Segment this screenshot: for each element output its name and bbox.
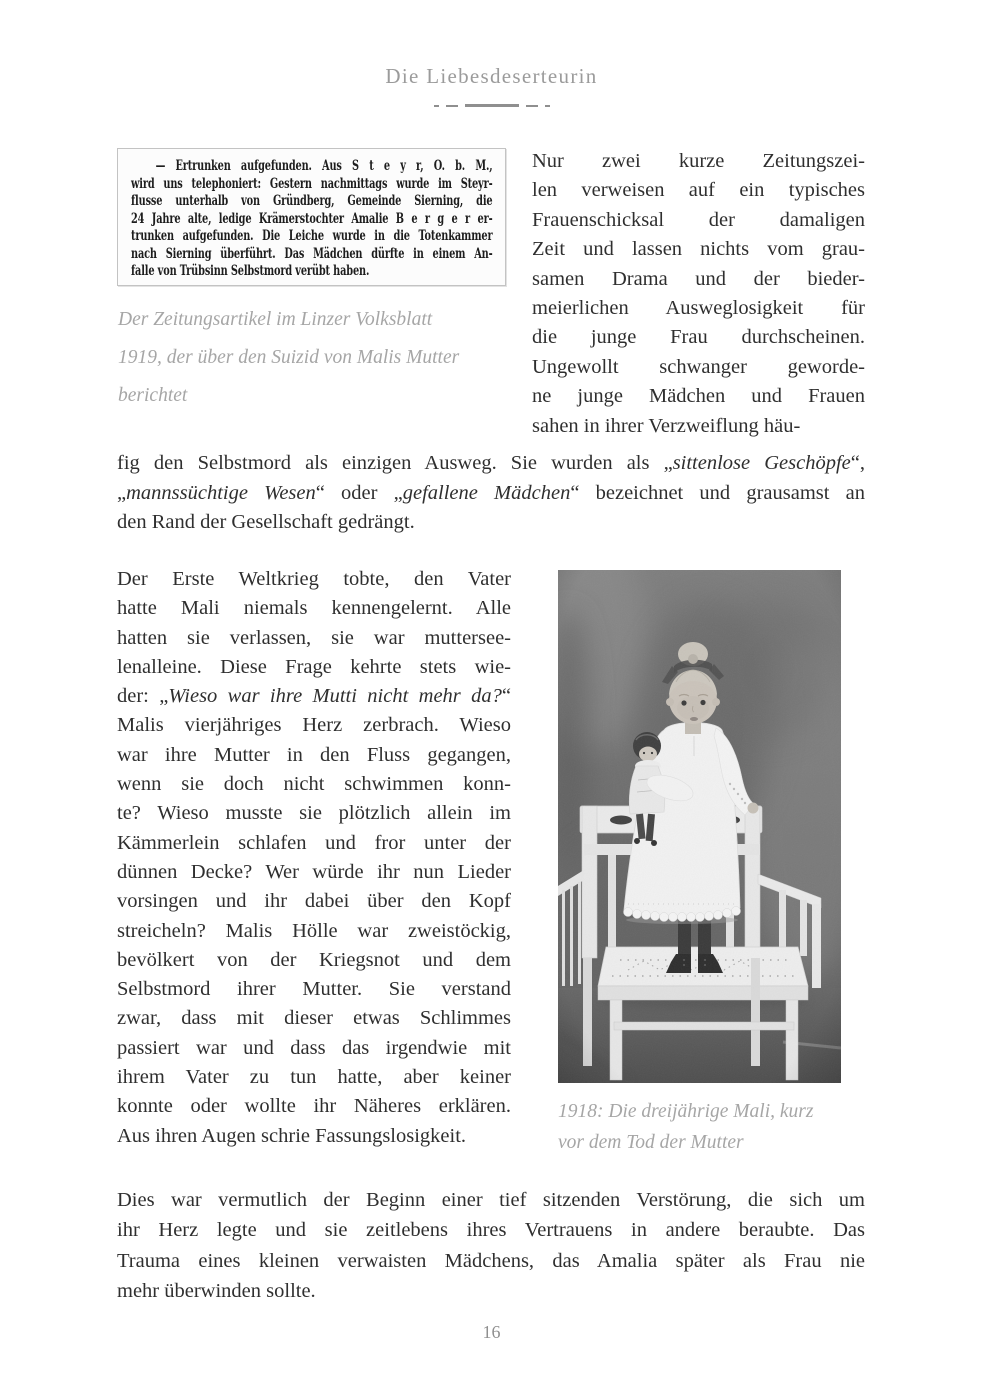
text-line: len verweisen auf ein typisches <box>532 179 865 202</box>
text-line: Zeit und lassen nichts vom grau- <box>532 238 865 261</box>
text-line: vorsingen und ihr dabei über den Kopf <box>117 890 511 913</box>
text-line: die junge Frau durchscheinen. <box>532 326 865 349</box>
text-line: den Rand der Gesellschaft gedrängt. <box>117 511 415 533</box>
text-line: sahen in ihrer Verzweiflung häu- <box>532 414 801 437</box>
text-line: vor dem Tod der Mutter <box>558 1132 744 1153</box>
text-line: wenn sie doch nicht schwimmen konn- <box>117 773 511 796</box>
story-paragraph-left-column <box>117 565 511 1151</box>
text-line: Trauma eines kleinen verwaisten Mädchens, das Amalia später als Frau nie <box>117 1249 865 1272</box>
text-line: — Ertrunken aufgefunden. Aus S t e y r, O. b. M., <box>155 158 493 174</box>
text-line: ne junge Mädchen und Frauen <box>532 385 865 408</box>
text-line: 1919, der über den Suizid von Malis Mutter <box>118 347 460 368</box>
text-line: te? Wieso musste sie plötzlich allein im <box>117 802 511 825</box>
newspaper-clipping-caption <box>118 301 518 415</box>
text-line: streicheln? Malis Hölle war zweistöckig, <box>117 919 511 942</box>
text-line: Nur zwei kurze Zeitungszei- <box>532 150 865 172</box>
intro-paragraph-continued <box>117 449 865 538</box>
text-line: hatte Mali niemals kennengelernt. Alle <box>117 597 511 620</box>
newspaper-clipping-figure <box>117 148 506 286</box>
text-line: Der Erste Weltkrieg tobte, den Vater <box>117 568 511 590</box>
ornament-dash <box>434 105 439 107</box>
text-line: berichtet <box>118 385 188 406</box>
text-line: nach Sierning überführt. Das Mädchen dürfte in einem An- <box>131 245 493 262</box>
text-line: „mannssüchtige Wesen“ oder „gefallene Mädchen“ bezeichnet und grausamst an <box>117 481 865 504</box>
text-line: samen Drama und der bieder- <box>532 267 865 290</box>
text-line: Dies war vermutlich der Beginn einer tief sitzenden Verstörung, die sich um <box>117 1189 865 1211</box>
text-line: 1918: Die dreijährige Mali, kurz <box>558 1101 814 1122</box>
text-line: Malis vierjähriges Herz zerbrach. Wieso <box>117 714 511 737</box>
intro-paragraph-right-column <box>532 147 865 441</box>
ornament-dash <box>526 105 538 107</box>
text-line: Kämmerlein schlafen und fror unter der <box>117 831 511 854</box>
text-line: 24 Jahre alte, ledige Krämerstochter Amalie B e r g e r er- <box>131 210 493 227</box>
newspaper-clipping-text <box>131 158 493 281</box>
text-line: lenalleine. Diese Frage kehrte stets wie- <box>117 655 511 678</box>
text-line: konnte oder wollte ihr Näheres erklären. <box>117 1095 511 1118</box>
text-line: dünnen Decke? Wer würde ihr nun Lieder <box>117 860 511 883</box>
text-line: passiert war und dass das irgendwie mit <box>117 1036 511 1059</box>
closing-paragraph <box>117 1185 865 1307</box>
text-line: ihrem Vater zu tun hatte, aber keiner <box>117 1066 511 1089</box>
text-line: Ungewollt schwanger geworde- <box>532 355 865 378</box>
text-line: flusse unterhalb von Gründberg, Gemeinde Sierning, die <box>131 193 493 209</box>
text-line: war ihre Mutter in den Fluss gegangen, <box>117 743 511 766</box>
text-line: fig den Selbstmord als einzigen Ausweg. Sie wurden als „sittenlose Geschöpfe“, <box>117 452 865 474</box>
text-line: Frauenschicksal der damaligen <box>532 208 865 231</box>
mali-photo-figure <box>558 570 841 1083</box>
page-header-title: Die Liebesdeserteurin <box>385 64 598 88</box>
text-line: zwar, dass mit dieser etwas Schlimmes <box>117 1007 511 1030</box>
text-line: meierlichen Ausweglosigkeit für <box>532 297 865 320</box>
text-line: Der Zeitungsartikel im Linzer Volksblatt <box>118 309 433 330</box>
photo-caption <box>558 1096 858 1158</box>
text-line: der: „Wieso war ihre Mutti nicht mehr da?“ <box>117 685 511 708</box>
text-line: hatten sie verlassen, sie war muttersee- <box>117 626 511 649</box>
ornament-dash <box>545 105 550 107</box>
text-line: bevölkert von der Kriegsnot und dem <box>117 948 511 971</box>
page-number: 16 <box>482 1322 501 1342</box>
text-line: Selbstmord ihrer Mutter. Sie verstand <box>117 978 511 1001</box>
text-line: ihr Herz legte und sie zeitlebens ihres Vertrauens in andere beraubte. Das <box>117 1219 865 1242</box>
header-ornament-rule <box>0 104 983 107</box>
text-line: trunken aufgefunden. Die Leiche wurde in die Totenkammer <box>131 228 493 244</box>
text-line: Aus ihren Augen schrie Fassungslosigkeit. <box>117 1124 467 1147</box>
mali-photo <box>558 570 841 1083</box>
text-line: wird uns telephoniert: Gestern nachmittags wurde im Steyr- <box>131 175 493 192</box>
text-line: mehr überwinden sollte. <box>117 1280 316 1303</box>
text-line: falle von Trübsinn Selbstmord verübt haben. <box>131 263 370 279</box>
ornament-dash <box>446 105 458 107</box>
ornament-dash <box>465 104 519 107</box>
